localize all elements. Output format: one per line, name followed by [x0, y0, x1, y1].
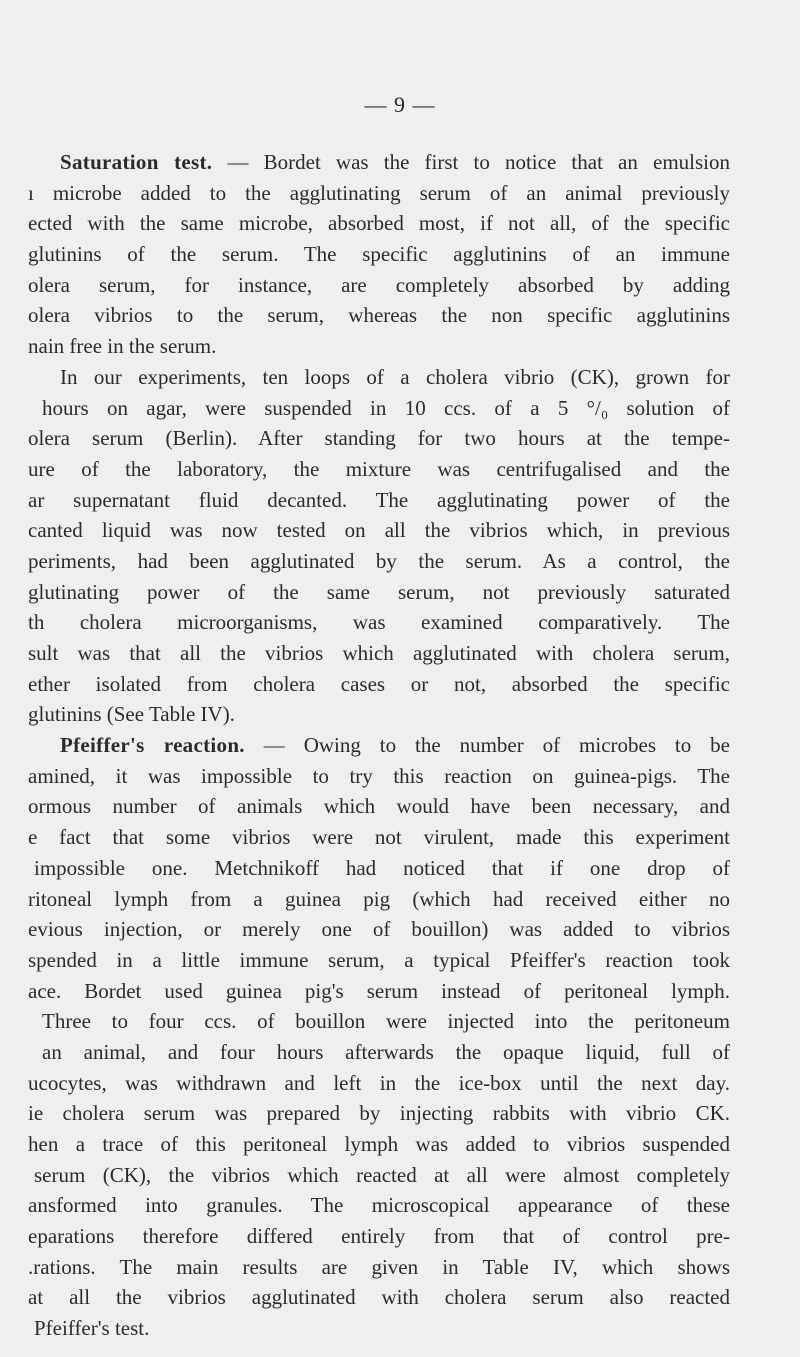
- text-line: [0, 791, 800, 822]
- line-text: periments, had been agglutinated by the serum. As a control, the: [28, 548, 730, 573]
- line-text: glutinins (See Table IV).: [28, 702, 235, 727]
- text-line: [0, 1313, 800, 1344]
- text-line: [0, 976, 800, 1007]
- text-line: [0, 669, 800, 700]
- text-line: [0, 331, 800, 362]
- line-text: sult was that all the vibrios which agglutinated with cholera serum,: [28, 641, 730, 665]
- text-line: [0, 914, 800, 945]
- line-text: spended in a little immune serum, a typical Pfeiffer's reaction took: [28, 947, 730, 972]
- line-text: Pfeiffer's test.: [34, 1316, 150, 1341]
- text-line: [0, 393, 800, 424]
- line-text: Three to four ccs. of bouillon were injected into the peritoneum: [42, 1009, 730, 1034]
- text-line: [0, 454, 800, 485]
- text-line: [0, 423, 800, 454]
- text-line: [0, 208, 800, 239]
- line-text: hen a trace of this peritoneal lymph was added to vibrios suspended: [28, 1132, 730, 1156]
- text-line: [0, 607, 800, 638]
- text-line: [0, 178, 800, 209]
- line-text: ormous number of animals which would have been necessary, and: [28, 794, 730, 819]
- text-line: [0, 945, 800, 976]
- line-text: amined, it was impossible to try this reaction on guinea-pigs. The: [28, 763, 730, 788]
- text-line: [0, 1098, 800, 1129]
- line-text: serum (CK), the vibrios which reacted at all were almost completely: [34, 1162, 730, 1187]
- line-text: impossible one. Metchnikoff had noticed that if one drop of: [34, 855, 730, 880]
- text-line: [0, 1252, 800, 1283]
- line-text: at all the vibrios agglutinated with cholera serum also reacted: [28, 1285, 730, 1310]
- page-number: — 9 —: [364, 92, 436, 117]
- text-line: [0, 1221, 800, 1252]
- text-line: [0, 300, 800, 331]
- line-text: nain free in the serum.: [28, 334, 217, 359]
- line-text: olera vibrios to the serum, whereas the non specific agglutinins: [28, 303, 730, 328]
- text-line: [0, 699, 800, 730]
- line-text: e fact that some vibrios were not virulent, made this experiment: [28, 825, 730, 850]
- line-text: — Owing to the number of microbes to be: [244, 733, 731, 758]
- line-text: olera serum, for instance, are completely absorbed by adding: [28, 272, 730, 297]
- text-line: [0, 1006, 800, 1037]
- text-line: [0, 1160, 800, 1191]
- line-text: ucocytes, was withdrawn and left in the ice-box until the next day.: [28, 1070, 730, 1095]
- text-line: [0, 853, 800, 884]
- text-line: [0, 638, 800, 669]
- text-line: [0, 270, 800, 301]
- text-line: [0, 1282, 800, 1313]
- text-line: [0, 577, 800, 608]
- line-text: olera serum (Berlin). After standing for two hours at the tempe-: [28, 426, 730, 451]
- line-text: hours on agar, were suspended in 10 ccs. of a 5 °/₀ solution of: [42, 395, 730, 420]
- text-line: [0, 884, 800, 915]
- text-line: [0, 546, 800, 577]
- line-text: eparations therefore differed entirely from that of control pre-: [28, 1224, 730, 1249]
- text-line: [0, 1037, 800, 1068]
- line-text: ected with the same microbe, absorbed most, if not all, of the specific: [28, 211, 730, 236]
- line-text: — Bordet was the first to notice that an emulsion: [212, 150, 731, 174]
- text-line: [0, 362, 800, 393]
- line-text: ure of the laboratory, the mixture was centrifugalised and the: [28, 456, 730, 481]
- text-line: [0, 730, 800, 761]
- section-heading: Saturation test.: [60, 150, 213, 174]
- text-line: [0, 1068, 800, 1099]
- line-text: ansformed into granules. The microscopical appearance of these: [28, 1193, 730, 1218]
- line-text: ar supernatant fluid decanted. The agglutinating power of the: [28, 487, 730, 512]
- line-text: ether isolated from cholera cases or not, absorbed the specific: [28, 671, 730, 696]
- text-line: [0, 239, 800, 270]
- text-line: [0, 147, 800, 178]
- line-text: glutinating power of the same serum, not previously saturated: [28, 579, 730, 604]
- text-line: [0, 1190, 800, 1221]
- line-text: glutinins of the serum. The specific agglutinins of an immune: [28, 242, 730, 267]
- text-line: [0, 1129, 800, 1160]
- line-text: ace. Bordet used guinea pig's serum instead of peritoneal lymph.: [28, 978, 730, 1003]
- line-text: .rations. The main results are given in Table IV, which shows: [28, 1254, 730, 1279]
- line-text: ı microbe added to the agglutinating serum of an animal previously: [28, 180, 730, 205]
- text-line: [0, 485, 800, 516]
- line-text: th cholera microorganisms, was examined comparatively. The: [28, 610, 730, 635]
- line-text: ie cholera serum was prepared by injecting rabbits with vibrio CK.: [28, 1101, 730, 1126]
- text-line: [0, 515, 800, 546]
- line-text: ritoneal lymph from a guinea pig (which had received either no: [28, 886, 730, 911]
- section-heading: Pfeiffer's reaction.: [60, 733, 245, 758]
- line-text: an animal, and four hours afterwards the opaque liquid, full of: [42, 1039, 730, 1064]
- line-text: canted liquid was now tested on all the vibrios which, in previous: [28, 518, 730, 543]
- body-text: [0, 147, 800, 1344]
- line-text: evious injection, or merely one of bouillon) was added to vibrios: [28, 917, 730, 942]
- line-text: In our experiments, ten loops of a cholera vibrio (CK), grown for: [60, 364, 730, 389]
- text-line: [0, 822, 800, 853]
- text-line: [0, 761, 800, 792]
